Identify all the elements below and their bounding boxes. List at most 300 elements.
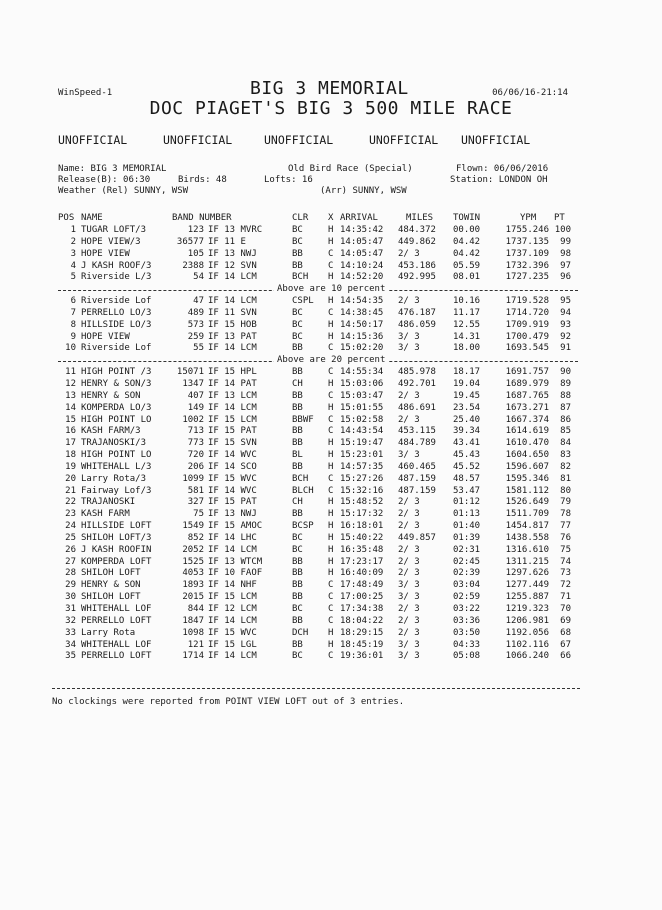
result-pos: 12 (65, 378, 76, 389)
result-arrival: 15:23:01 (340, 450, 384, 461)
table-row (58, 296, 578, 308)
software-name: WinSpeed-1 (58, 88, 113, 98)
result-band: 1714 (182, 651, 204, 662)
result-name: Riverside L/3 (81, 272, 152, 283)
result-color: BC (292, 604, 303, 614)
result-towin: 01:12 (453, 497, 481, 508)
result-band-suffix: IF 14 WVC (208, 485, 257, 496)
header-clr: CLR (292, 213, 309, 223)
result-color: BC (292, 532, 303, 543)
result-arrival: 17:00:25 (340, 592, 384, 603)
result-arrival: 15:19:47 (340, 438, 384, 449)
release-time: Release(B): 06:30 (58, 175, 151, 185)
lofts-count: Lofts: 16 (264, 175, 313, 185)
result-arrival: 17:34:38 (340, 604, 384, 614)
result-towin: 03:36 (453, 615, 481, 626)
result-miles: 3/ 3 (398, 580, 420, 591)
header-pt: PT (554, 213, 565, 223)
table-row (58, 533, 578, 545)
header-name: NAME (81, 213, 103, 223)
result-miles: 3/ 3 (398, 450, 420, 461)
separator-label: Above are 10 percent (274, 284, 388, 294)
result-ypm: 1732.396 (505, 260, 549, 271)
result-name: TUGAR LOFT/3 (81, 225, 147, 235)
result-color: BB (292, 367, 303, 378)
result-ypm: 1693.545 (505, 343, 549, 354)
result-ypm: 1102.116 (505, 639, 549, 650)
result-name: WHITEHALL L/3 (81, 461, 152, 472)
result-band-suffix: IF 15 PAT (208, 497, 257, 508)
result-towin: 39.34 (453, 426, 481, 437)
result-towin: 19.45 (453, 390, 481, 401)
result-miles: 2/ 3 (398, 414, 420, 425)
result-color: BB (292, 580, 303, 591)
result-arrival: 15:01:55 (340, 402, 384, 413)
result-sex: C (328, 580, 334, 591)
result-ypm: 1438.558 (505, 532, 549, 543)
result-points: 80 (560, 485, 571, 496)
result-miles: 2/ 3 (398, 627, 420, 638)
result-band-suffix: IF 15 HOB (208, 319, 257, 330)
result-name: SHILOH LOFT/3 (81, 532, 152, 543)
result-pos: 27 (65, 556, 76, 567)
result-points: 90 (560, 367, 571, 378)
result-color: BB (292, 402, 303, 413)
result-color: BCH (292, 272, 309, 283)
result-points: 84 (560, 438, 571, 449)
result-arrival: 17:48:49 (340, 580, 384, 591)
result-arrival: 15:27:26 (340, 473, 384, 484)
birds-count: Birds: 48 (178, 175, 227, 185)
result-name: HIGH POINT LO (81, 414, 152, 425)
result-band: 1525 (182, 556, 204, 567)
result-pos: 34 (65, 639, 76, 650)
table-row (58, 640, 578, 652)
column-headers (58, 213, 578, 225)
result-name: J KASH ROOFIN (81, 544, 152, 555)
result-towin: 12.55 (453, 319, 481, 330)
result-points: 75 (560, 544, 571, 555)
result-towin: 00.00 (453, 225, 481, 235)
table-row (58, 474, 578, 486)
result-pos: 22 (65, 497, 76, 508)
result-arrival: 15:02:58 (340, 414, 384, 425)
result-sex: H (328, 331, 334, 342)
result-arrival: 14:57:35 (340, 461, 384, 472)
table-row (58, 403, 578, 415)
result-towin: 14.31 (453, 331, 481, 342)
table-row (58, 225, 578, 237)
result-points: 91 (560, 343, 571, 354)
result-points: 88 (560, 390, 571, 401)
result-miles: 2/ 3 (398, 556, 420, 567)
result-arrival: 16:40:09 (340, 568, 384, 579)
result-ypm: 1667.374 (505, 414, 549, 425)
result-points: 66 (560, 651, 571, 662)
result-sex: H (328, 556, 334, 567)
result-arrival: 14:15:36 (340, 331, 384, 342)
result-band: 121 (187, 639, 204, 650)
result-color: BB (292, 390, 303, 401)
result-arrival: 14:05:47 (340, 248, 384, 259)
result-towin: 02:59 (453, 592, 481, 603)
result-band: 123 (187, 225, 204, 235)
table-row (58, 486, 578, 498)
table-row (58, 237, 578, 249)
table-row (58, 462, 578, 474)
table-row (58, 367, 578, 379)
result-ypm: 1755.246 (505, 225, 549, 235)
result-name: TRAJANOSKI/3 (81, 438, 147, 449)
result-miles: 2/ 3 (398, 544, 420, 555)
result-arrival: 14:50:17 (340, 319, 384, 330)
result-sex: C (328, 367, 334, 378)
result-ypm: 1614.619 (505, 426, 549, 437)
footer-note: No clockings were reported from POINT VIEW LOFT out of 3 entries. (52, 697, 405, 707)
result-towin: 43.41 (453, 438, 481, 449)
result-name: Riverside Lof (81, 296, 152, 307)
result-pos: 10 (65, 343, 76, 354)
result-arrival: 14:55:34 (340, 367, 384, 378)
result-name: HENRY & SON (81, 580, 141, 591)
result-arrival: 15:03:06 (340, 378, 384, 389)
result-band-suffix: IF 14 LCM (208, 651, 257, 662)
result-miles: 2/ 3 (398, 296, 420, 307)
result-pos: 20 (65, 473, 76, 484)
result-sex: C (328, 651, 334, 662)
result-sex: H (328, 225, 334, 235)
result-color: BC (292, 319, 303, 330)
result-arrival: 14:10:24 (340, 260, 384, 271)
result-sex: C (328, 592, 334, 603)
result-miles: 487.159 (398, 473, 436, 484)
result-band: 1893 (182, 580, 204, 591)
result-pos: 15 (65, 414, 76, 425)
result-towin: 04:33 (453, 639, 481, 650)
result-sex: H (328, 296, 334, 307)
result-points: 72 (560, 580, 571, 591)
result-band-suffix: IF 14 LCM (208, 544, 257, 555)
table-row (58, 332, 578, 344)
result-color: CH (292, 497, 303, 508)
result-band-suffix: IF 10 FAOF (208, 568, 263, 579)
result-band-suffix: IF 14 WVC (208, 450, 257, 461)
result-sex: H (328, 438, 334, 449)
result-points: 74 (560, 556, 571, 567)
result-band-suffix: IF 12 SVN (208, 260, 257, 271)
result-ypm: 1511.709 (505, 509, 549, 520)
result-towin: 19.04 (453, 378, 481, 389)
result-sex: C (328, 260, 334, 271)
result-miles: 476.187 (398, 307, 436, 318)
result-name: SHILOH LOFT (81, 568, 141, 579)
result-pos: 2 (70, 236, 76, 247)
header-miles: MILES (406, 213, 434, 223)
table-row (58, 320, 578, 332)
result-name: KOMPERDA LOFT (81, 556, 152, 567)
result-color: BB (292, 461, 303, 472)
result-sex: H (328, 639, 334, 650)
header-ypm: YPM (520, 213, 537, 223)
result-points: 71 (560, 592, 571, 603)
result-sex: H (328, 544, 334, 555)
result-ypm: 1316.610 (505, 544, 549, 555)
result-ypm: 1604.650 (505, 450, 549, 461)
result-sex: H (328, 461, 334, 472)
result-points: 99 (560, 236, 571, 247)
result-band: 407 (187, 390, 204, 401)
result-ypm: 1719.528 (505, 296, 549, 307)
result-miles: 492.701 (398, 378, 436, 389)
result-sex: H (328, 450, 334, 461)
table-row (58, 438, 578, 450)
result-band: 773 (187, 438, 204, 449)
result-band: 489 (187, 307, 204, 318)
result-pos: 9 (70, 331, 76, 342)
result-band: 327 (187, 497, 204, 508)
result-sex: H (328, 521, 334, 532)
result-color: BC (292, 225, 303, 235)
result-pos: 31 (65, 604, 76, 614)
result-ypm: 1596.607 (505, 461, 549, 472)
result-pos: 29 (65, 580, 76, 591)
result-band-suffix: IF 15 HPL (208, 367, 257, 378)
table-row (58, 497, 578, 509)
result-sex: H (328, 402, 334, 413)
result-band: 54 (193, 272, 204, 283)
result-band: 713 (187, 426, 204, 437)
result-name: Larry Rota/3 (81, 473, 147, 484)
unofficial-label: UNOFFICIAL (264, 133, 334, 147)
result-sex: H (328, 497, 334, 508)
result-band-suffix: IF 13 NWJ (208, 248, 257, 259)
result-pos: 13 (65, 390, 76, 401)
result-color: BB (292, 556, 303, 567)
result-miles: 449.857 (398, 532, 436, 543)
result-arrival: 14:05:47 (340, 236, 384, 247)
header-pos: POS (58, 213, 75, 223)
result-band: 206 (187, 461, 204, 472)
result-pos: 25 (65, 532, 76, 543)
result-points: 94 (560, 307, 571, 318)
result-name: HOPE VIEW (81, 248, 130, 259)
result-band-suffix: IF 14 LHC (208, 532, 257, 543)
result-ypm: 1206.981 (505, 615, 549, 626)
result-towin: 18.00 (453, 343, 481, 354)
result-band: 1347 (182, 378, 204, 389)
result-miles: 3/ 3 (398, 639, 420, 650)
result-color: BC (292, 236, 303, 247)
result-band: 105 (187, 248, 204, 259)
result-name: PERRELLO LO/3 (81, 307, 152, 318)
result-pos: 8 (70, 319, 76, 330)
result-name: KASH FARM/3 (81, 426, 141, 437)
result-name: J KASH ROOF/3 (81, 260, 152, 271)
result-color: BB (292, 260, 303, 271)
table-row (58, 604, 578, 616)
header-x: X (328, 213, 334, 223)
result-ypm: 1727.235 (505, 272, 549, 283)
result-band: 15071 (176, 367, 204, 378)
result-band-suffix: IF 15 WVC (208, 473, 257, 484)
result-band-suffix: IF 13 LCM (208, 390, 257, 401)
result-band: 1549 (182, 521, 204, 532)
result-band-suffix: IF 11 SVN (208, 307, 257, 318)
table-row (58, 628, 578, 640)
result-arrival: 17:23:17 (340, 556, 384, 567)
result-ypm: 1526.649 (505, 497, 549, 508)
result-band: 2015 (182, 592, 204, 603)
result-name: HILLSIDE LO/3 (81, 319, 152, 330)
result-color: BB (292, 568, 303, 579)
race-name: Name: BIG 3 MEMORIAL (58, 164, 167, 174)
result-towin: 45.43 (453, 450, 481, 461)
result-points: 93 (560, 319, 571, 330)
result-band-suffix: IF 13 PAT (208, 331, 257, 342)
result-band: 2052 (182, 544, 204, 555)
result-points: 87 (560, 402, 571, 413)
result-band-suffix: IF 15 LCM (208, 592, 257, 603)
result-band-suffix: IF 15 LGL (208, 639, 257, 650)
result-arrival: 19:36:01 (340, 651, 384, 662)
result-pos: 26 (65, 544, 76, 555)
result-sex: C (328, 604, 334, 614)
result-arrival: 15:32:16 (340, 485, 384, 496)
result-ypm: 1255.887 (505, 592, 549, 603)
result-towin: 25.40 (453, 414, 481, 425)
result-sex: C (328, 615, 334, 626)
table-row (58, 426, 578, 438)
results-table (58, 225, 578, 663)
race-type: Old Bird Race (Special) (288, 164, 413, 174)
result-miles: 2/ 3 (398, 615, 420, 626)
table-row (58, 616, 578, 628)
result-sex: C (328, 307, 334, 318)
percent-separator (58, 284, 578, 296)
result-sex: H (328, 319, 334, 330)
result-band-suffix: IF 14 LCM (208, 296, 257, 307)
result-sex: H (328, 378, 334, 389)
weather-release: Weather (Rel) SUNNY, WSW (58, 186, 189, 196)
result-points: 68 (560, 627, 571, 638)
result-ypm: 1277.449 (505, 580, 549, 591)
result-points: 98 (560, 248, 571, 259)
result-points: 86 (560, 414, 571, 425)
table-row (58, 272, 578, 284)
result-name: WHITEHALL LOF (81, 639, 152, 650)
result-band: 36577 (176, 236, 204, 247)
result-towin: 03:22 (453, 604, 481, 614)
result-towin: 53.47 (453, 485, 481, 496)
table-row (58, 391, 578, 403)
result-pos: 28 (65, 568, 76, 579)
result-name: KOMPERDA LO/3 (81, 402, 152, 413)
result-color: BB (292, 639, 303, 650)
result-points: 92 (560, 331, 571, 342)
result-band-suffix: IF 11 E (208, 236, 246, 247)
result-ypm: 1689.979 (505, 378, 549, 389)
result-points: 82 (560, 461, 571, 472)
result-arrival: 18:45:19 (340, 639, 384, 650)
result-band-suffix: IF 12 LCM (208, 604, 257, 614)
result-ypm: 1714.720 (505, 307, 549, 318)
result-ypm: 1673.271 (505, 402, 549, 413)
result-ypm: 1595.346 (505, 473, 549, 484)
result-ypm: 1219.323 (505, 604, 549, 614)
result-color: BLCH (292, 485, 314, 496)
result-band: 259 (187, 331, 204, 342)
result-band: 581 (187, 485, 204, 496)
result-arrival: 15:40:22 (340, 532, 384, 543)
result-color: CSPL (292, 296, 314, 307)
result-band: 720 (187, 450, 204, 461)
result-band: 47 (193, 296, 204, 307)
result-ypm: 1610.470 (505, 438, 549, 449)
result-towin: 48.57 (453, 473, 481, 484)
result-color: BC (292, 651, 303, 662)
result-miles: 484.372 (398, 225, 436, 235)
result-band: 149 (187, 402, 204, 413)
result-name: Fairway Lof/3 (81, 485, 152, 496)
result-color: BCH (292, 473, 309, 484)
result-band: 1002 (182, 414, 204, 425)
result-name: WHITEHALL LOF (81, 604, 152, 614)
result-pos: 24 (65, 521, 76, 532)
result-towin: 05:08 (453, 651, 481, 662)
result-ypm: 1687.765 (505, 390, 549, 401)
report-title: BIG 3 MEMORIAL (250, 78, 409, 99)
table-row (58, 592, 578, 604)
weather-arrival: (Arr) SUNNY, WSW (320, 186, 407, 196)
result-ypm: 1581.112 (505, 485, 549, 496)
result-sex: H (328, 509, 334, 520)
header-towin: TOWIN (453, 213, 481, 223)
result-color: BCSP (292, 521, 314, 532)
unofficial-label: UNOFFICIAL (163, 133, 233, 147)
result-band-suffix: IF 15 LCM (208, 414, 257, 425)
result-color: BC (292, 544, 303, 555)
result-pos: 16 (65, 426, 76, 437)
result-band-suffix: IF 14 SCO (208, 461, 257, 472)
result-arrival: 15:02:20 (340, 343, 384, 354)
result-towin: 02:31 (453, 544, 481, 555)
result-color: BC (292, 331, 303, 342)
result-band-suffix: IF 13 MVRC (208, 225, 263, 235)
result-color: CH (292, 378, 303, 389)
result-band: 573 (187, 319, 204, 330)
result-miles: 3/ 3 (398, 651, 420, 662)
result-band: 75 (193, 509, 204, 520)
result-miles: 2/ 3 (398, 390, 420, 401)
result-arrival: 16:35:48 (340, 544, 384, 555)
result-band-suffix: IF 14 LCM (208, 402, 257, 413)
result-points: 73 (560, 568, 571, 579)
result-sex: C (328, 485, 334, 496)
result-points: 77 (560, 521, 571, 532)
result-points: 79 (560, 497, 571, 508)
result-miles: 3/ 3 (398, 331, 420, 342)
result-miles: 2/ 3 (398, 568, 420, 579)
result-name: HENRY & SON/3 (81, 378, 152, 389)
result-sex: C (328, 390, 334, 401)
result-miles: 2/ 3 (398, 248, 420, 259)
result-band: 4053 (182, 568, 204, 579)
result-band-suffix: IF 13 WTCM (208, 556, 263, 567)
result-ypm: 1066.240 (505, 651, 549, 662)
result-ypm: 1700.479 (505, 331, 549, 342)
result-miles: 453.186 (398, 260, 436, 271)
result-points: 81 (560, 473, 571, 484)
